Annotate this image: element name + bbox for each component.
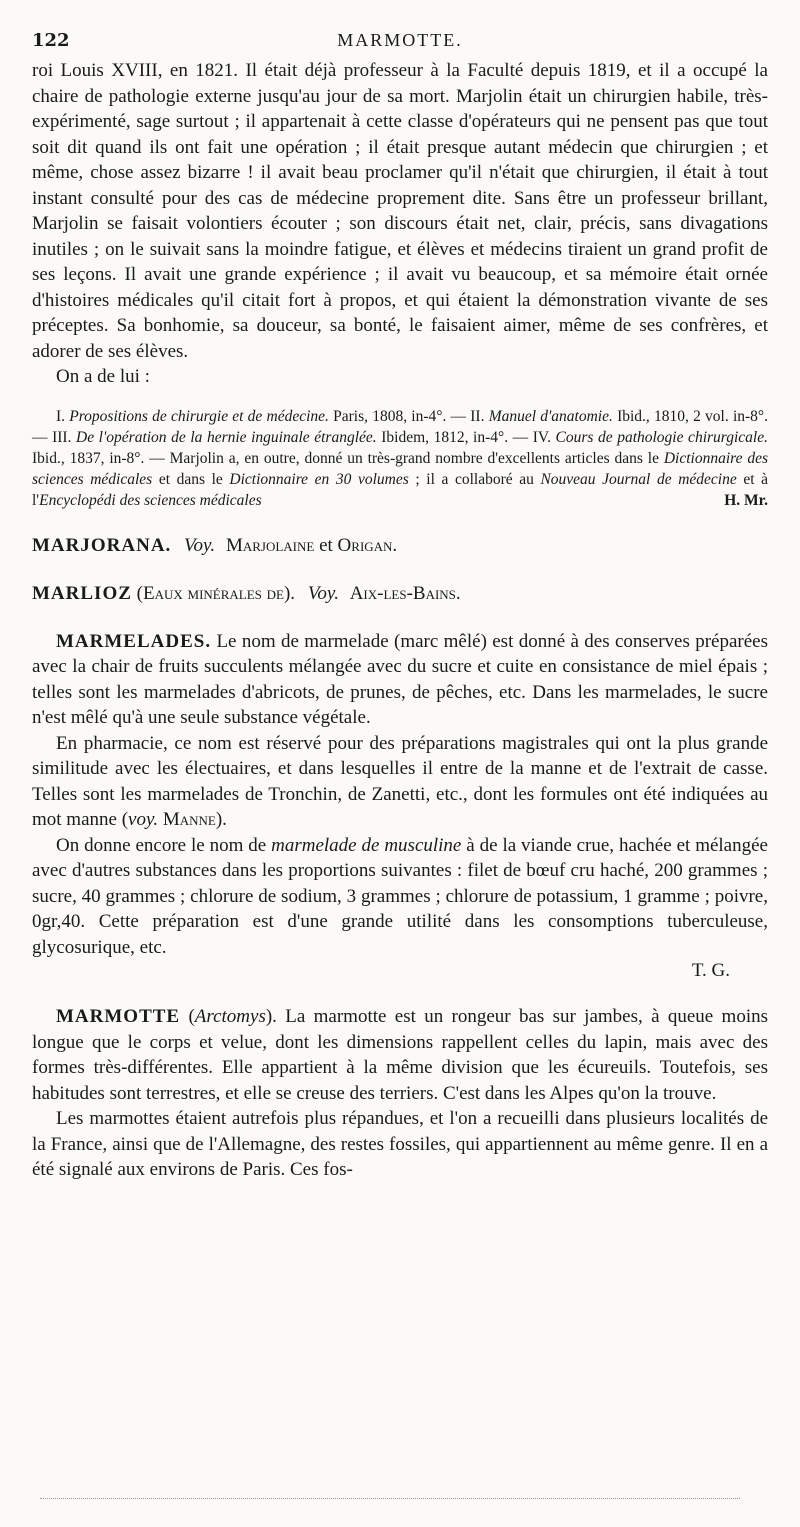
citation-text: Paris, 1808, in-4°. — II.	[328, 407, 489, 425]
footer-rule	[40, 1498, 740, 1499]
page-number: 122	[32, 30, 70, 51]
cross-ref-link[interactable]: Manne	[162, 809, 216, 830]
work-title: Dictionnaire des sciences médicales	[32, 449, 769, 488]
citation-text: et dans le	[152, 470, 230, 488]
work-title: Encyclopédi des sciences médicales	[39, 491, 262, 509]
headword: MARMOTTE	[56, 1006, 181, 1027]
latin-name: Arctomys	[194, 1006, 266, 1027]
page	[32, 28, 768, 1183]
entry-marjolin-continued	[32, 58, 768, 511]
cross-ref-label: Voy.	[184, 534, 216, 556]
entry-marmotte	[32, 1004, 768, 1183]
cross-ref-link[interactable]: Marjolaine	[225, 534, 315, 556]
headword: MARJORANA.	[32, 534, 172, 556]
author-signature: T. G.	[691, 960, 730, 981]
entry-marmelades	[32, 629, 768, 983]
citation-text: I.	[56, 407, 70, 425]
cross-ref-label: Voy.	[307, 582, 339, 604]
marjolin-works-intro: On a de lui :	[56, 366, 150, 387]
work-title: Propositions de chirurgie et de médecine.	[69, 407, 329, 425]
conjunction: et	[314, 534, 338, 556]
headword: MARMELADES.	[56, 630, 212, 652]
author-signature: H. Mr.	[724, 491, 768, 509]
marjolin-paragraph: roi Louis XVIII, en 1821. Il était déjà professeur à la Faculté depuis 1819, et il a occupé la chaire de pathologie externe jusqu'au jour de sa mort. Marjolin était un chirurgien habile, très-expérimenté, sage surtout ; il appartenait à cette classe d'opérateurs qui ne pensent pas que tout soit dit quand ils ont fait une opération ; il était presque autant médecin que chirurgien ; et même, chose assez bizarre ! il avait beau proclamer qu'il n'était que chirurgien, il était à tout instant consulté pour des cas de médecine proprement dite. Sans être un professeur brillant, Marjolin se faisait volontiers écouter ; son discours était net, clair, précis, sans divagations inutiles ; on le suivait sans la moindre fatigue, et élèves et médecins tiraient un grand profit de ses leçons. Il avait une grande expérience ; il avait vu beaucoup, et sa mémoire était ornée d'histoires médicales qu'il citait fort à propos, et qui étaient la démonstration vivante de ses préceptes. Sa bonhomie, sa douceur, sa bonté, le faisaient aimer, même de ses confrères, et adorer de ses élèves.	[32, 60, 768, 362]
marmelades-paragraph-3: On donne encore le nom de marmelade de musculine à de la viande crue, hachée et mélangée avec d'autres substances dans les proportions suivantes : filet de bœuf cru haché, 200 grammes ; sucre, 40 grammes ; chlorure de sodium, 3 grammes ; chlorure de potassium, 1 gramme ; poivre, 0gr,40. Cette préparation est d'une grande utilité dans les consomptions tuberculeuse, glycosurique, etc.	[32, 834, 768, 958]
marmelades-paragraph-2: En pharmacie, ce nom est réservé pour des préparations magistrales qui ont la plus grande similitude avec les électuaires, et dans lesquelles il entre de la manne et de l'extrait de casse. Telles sont les marmelades de Tronchin, de Zanetti, etc., dont les formules ont été indiquées au mot manne (voy. Manne).	[32, 732, 768, 830]
work-title: Manuel d'anatomie.	[488, 407, 613, 425]
cross-ref-label: voy.	[128, 809, 159, 830]
running-head: MARMOTTE.	[337, 30, 463, 50]
entry-marjorana	[32, 533, 768, 559]
marmotte-paragraph-1: MARMOTTE (Arctomys). La marmotte est un rongeur bas sur jambes, à queue moins longue que le corps et velue, dont les dimensions rappellent celles du lapin, mais avec des formes très-différentes. Elle appartient à la même division que les écureuils. Toutefois, ses habitudes sont terrestres, et elle se creuse des terriers. C'est dans les Alpes qu'on la trouve.	[32, 1006, 768, 1104]
citation-text: Ibidem, 1812, in-4°. — IV.	[376, 428, 556, 446]
page-header	[32, 28, 768, 58]
citation-text: ; il a collaboré au	[408, 470, 541, 488]
work-title: Cours de pathologie chirurgicale.	[555, 428, 768, 446]
work-title: De l'opération de la hernie inguinale étranglée.	[76, 428, 377, 446]
entry-marlioz	[32, 581, 768, 607]
work-title: Nouveau Journal de médecine	[540, 470, 737, 488]
subtitle: (Eaux minérales de).	[131, 582, 296, 604]
headword: MARLIOZ	[32, 582, 132, 604]
cross-ref-link[interactable]: Origan.	[337, 534, 398, 556]
marjolin-bibliography	[32, 406, 768, 511]
citation-text: et à l'	[32, 470, 768, 509]
work-title: Dictionnaire en 30 volumes	[229, 470, 409, 488]
marmotte-paragraph-2: Les marmottes étaient autrefois plus répandues, et l'on a recueilli dans plusieurs localités de la France, ainsi que de l'Allemagne, des restes fossiles, qui appartiennent au même genre. Il en a été signalé aux environs de Paris. Ces fos-	[32, 1108, 768, 1180]
marmelades-paragraph-1: MARMELADES. Le nom de marmelade (marc mêlé) est donné à des conserves préparées avec la chair de fruits succulents mélangée avec du sucre et cuite en consistance de miel épais ; telles sont les marmelades d'abricots, de prunes, de pêches, etc. Dans les marmelades, le sucre n'est mêlé qu'à une seule substance végétale.	[32, 630, 768, 728]
citation-text: Ibid., 1837, in-8°. — Marjolin a, en outre, donné un très-grand nombre d'excellents articles dans le	[32, 449, 664, 467]
citation-text: Ibid., 1810, 2 vol. in-8°. — III.	[32, 407, 768, 446]
cross-ref-link[interactable]: Aix-les-Bains.	[349, 582, 461, 604]
